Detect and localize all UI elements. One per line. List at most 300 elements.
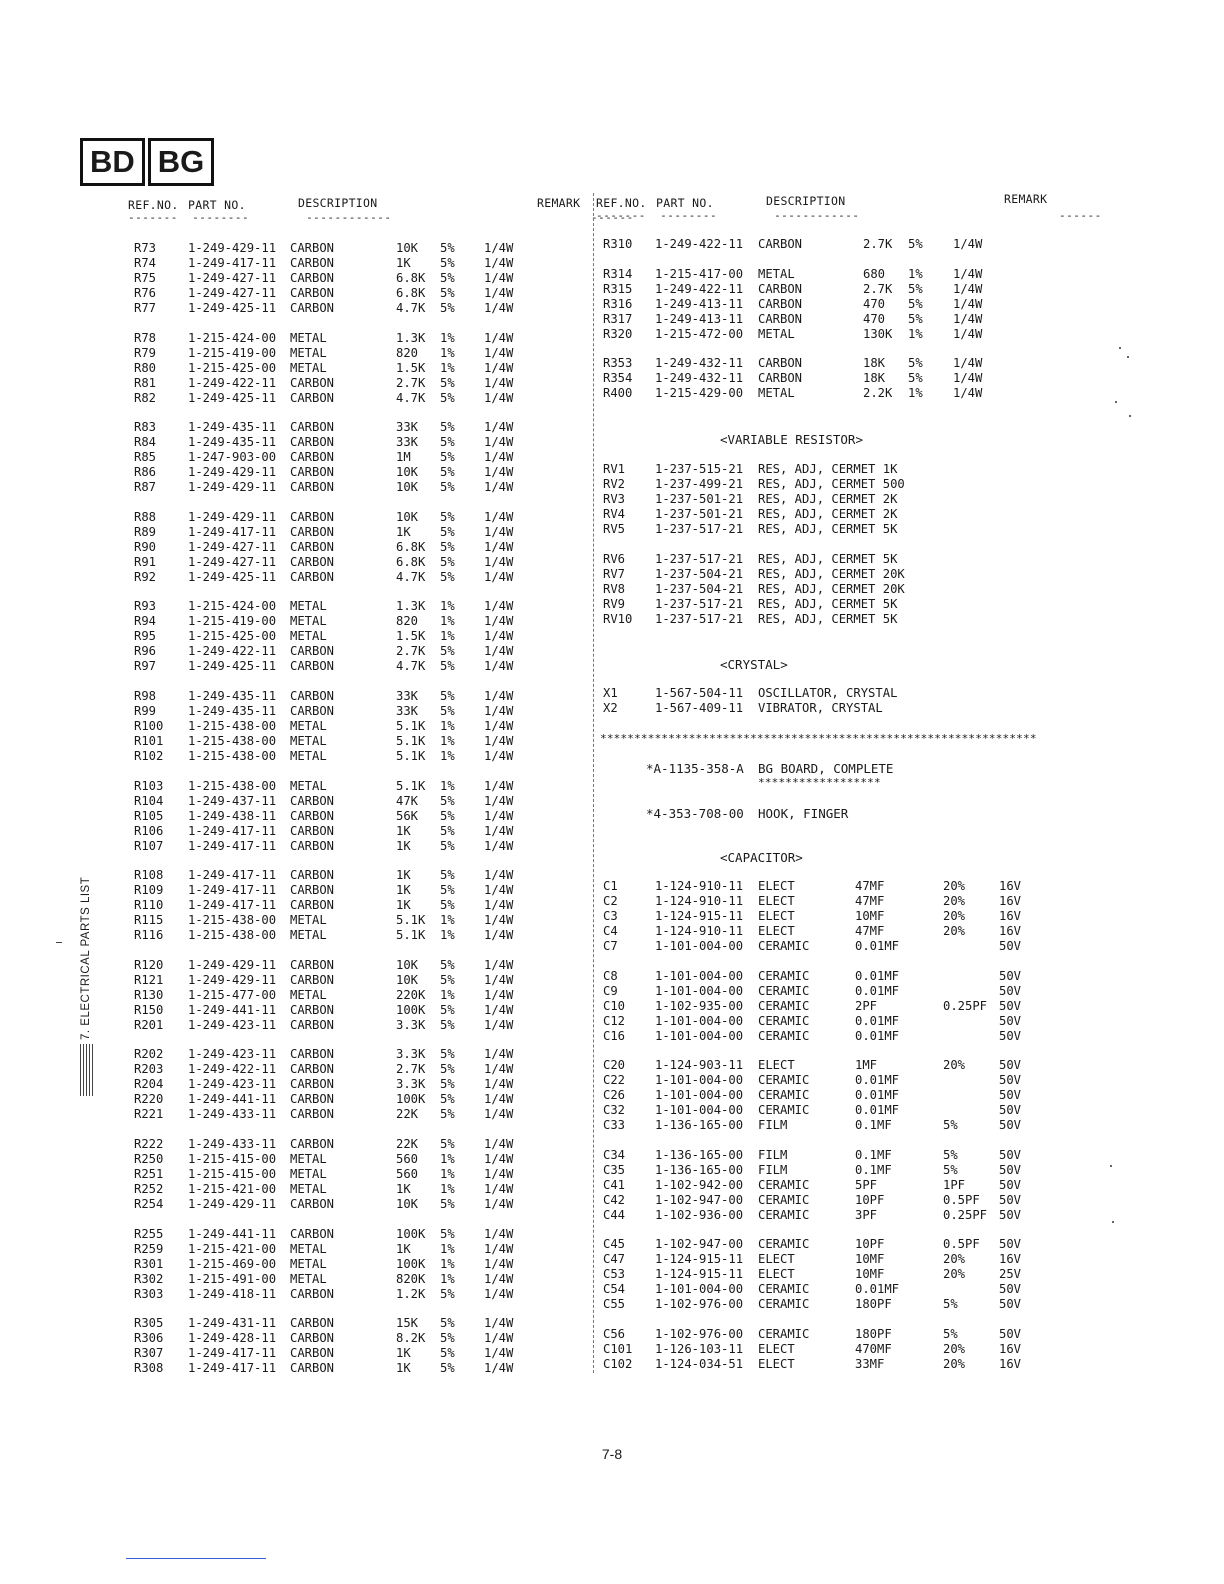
description: CARBON [290,868,335,883]
value: 100K [396,1002,426,1017]
description: CARBON [290,1136,335,1151]
ref-no: R130 [134,987,164,1002]
ref-no: R103 [134,778,164,793]
value: 22K [396,1107,419,1122]
part-no: 1-124-915-11 [655,909,744,923]
tolerance: 5% [440,1316,455,1331]
part-no: 1-124-910-11 [655,879,744,893]
value: 10K [396,972,419,987]
value: 470 [863,296,886,311]
ref-no: R250 [134,1151,164,1166]
part-no: 1-101-004-00 [655,1028,744,1043]
value: 1K [396,1181,411,1196]
part-row [603,1237,1033,1252]
description: METAL [290,748,327,763]
part-row [134,435,534,450]
tolerance: 0.25PF [943,998,988,1013]
rating: 16V [999,924,1022,938]
ref-no: R92 [134,569,157,584]
part-group [603,879,1033,954]
description: CARBON [290,1196,335,1211]
description: ELECT [758,879,795,893]
rating: 1/4W [484,390,514,405]
part-row [134,1167,534,1182]
ref-no: C102 [603,1356,633,1371]
part-row [134,824,534,839]
rating: 25V [999,1267,1022,1282]
ref-no: RV9 [603,596,626,611]
description: CARBON [290,883,335,898]
part-no: 1-249-429-11 [188,972,277,987]
description: RES, ADJ, CERMET 1K [758,462,898,476]
part-row [603,267,1023,282]
tolerance: 5% [440,465,455,480]
description: CARBON [290,808,335,823]
value: 10PF [855,1192,885,1207]
rating: 1/4W [484,1136,514,1151]
part-no: 1-124-910-11 [655,894,744,908]
description: METAL [290,928,327,943]
tolerance: 5% [440,301,455,315]
ref-no: RV5 [603,522,626,536]
value: 10K [396,1196,419,1211]
ref-no: R83 [134,420,157,435]
ref-no: R108 [134,868,164,883]
ref-no: R98 [134,688,157,703]
part-row [134,1003,534,1018]
ref-no: RV1 [603,462,626,476]
value: 22K [396,1136,419,1151]
part-no: 1-102-947-00 [655,1192,744,1207]
ref-no: C45 [603,1237,626,1252]
ref-no: R303 [134,1286,164,1301]
rating: 1/4W [484,793,514,808]
description: CARBON [290,375,335,390]
value: 8.2K [396,1331,426,1346]
part-no: 1-215-421-00 [188,1181,277,1196]
ref-no: R306 [134,1331,164,1346]
description: METAL [290,599,327,614]
part-no: 1-124-915-11 [655,1267,744,1282]
part-group [603,1058,1033,1133]
description: METAL [290,1256,327,1271]
ref-no: C35 [603,1162,626,1177]
part-no: 1-249-413-11 [655,296,744,311]
ref-no: R79 [134,345,157,360]
part-row [603,939,1033,954]
tolerance: 5% [943,1326,958,1341]
part-no: 1-237-517-21 [655,611,744,626]
description: CARBON [290,420,335,435]
part-row [134,1346,534,1361]
ref-no: C2 [603,894,618,908]
part-group [603,969,1033,1044]
rating: 1/4W [484,1166,514,1181]
rating: 1/4W [484,1226,514,1241]
description: CARBON [290,509,335,524]
rating: 1/4W [484,1286,514,1301]
ref-no: R301 [134,1256,164,1271]
tolerance: 5% [440,480,455,495]
part-no: 1-101-004-00 [655,1073,744,1088]
value: 1K [396,898,411,913]
description: METAL [290,330,327,345]
tolerance: 5% [440,838,455,853]
rating: 16V [999,1252,1022,1267]
part-group [134,331,534,406]
rating: 50V [999,1162,1022,1177]
part-row [603,1088,1033,1103]
ref-no: R81 [134,375,157,390]
rating: 1/4W [484,1196,514,1211]
tolerance: 5% [908,356,923,371]
rating: 1/4W [953,386,983,401]
rating: 1/4W [953,281,983,296]
part-no: 1-249-432-11 [655,356,744,371]
description: CERAMIC [758,1192,810,1207]
description: CARBON [290,972,335,987]
tolerance: 5% [440,957,455,972]
value: 2PF [855,998,878,1013]
part-no: 1-249-418-11 [188,1286,277,1301]
part-row [134,898,534,913]
side-label: 7. ELECTRICAL PARTS LIST [80,876,92,1040]
ref-no: R201 [134,1017,164,1032]
part-no: 1-249-429-11 [188,1196,277,1211]
description: CARBON [290,644,335,659]
part-no: 1-136-165-00 [655,1162,744,1177]
part-no: 1-136-165-00 [655,1118,744,1133]
part-no: 1-215-491-00 [188,1271,277,1286]
part-no: 1-249-417-11 [188,838,277,853]
part-no: 1-249-422-11 [188,644,277,659]
part-row [603,492,1023,507]
part-row [134,1197,534,1212]
ref-no: RV7 [603,566,626,581]
tolerance: 5% [440,554,455,569]
ref-no: R101 [134,733,164,748]
part-no: 1-249-433-11 [188,1136,277,1151]
header-part-left: PART NO. [188,198,246,212]
value: 5.1K [396,778,426,793]
part-row [134,555,534,570]
ref-no: R96 [134,644,157,659]
value: 47K [396,793,419,808]
ref-no: R95 [134,629,157,644]
part-group [134,689,534,764]
description: CARBON [290,301,335,315]
part-row [603,522,1023,537]
description: RES, ADJ, CERMET 5K [758,596,898,611]
part-group [603,686,1023,716]
tolerance: 1% [440,330,455,345]
value: 6.8K [396,286,426,300]
tolerance: 5% [440,1047,455,1062]
value: 5PF [855,1177,878,1192]
part-row [134,599,534,614]
ref-no: R99 [134,703,157,718]
description: CARBON [290,688,335,703]
tolerance: 0.5PF [943,1192,980,1207]
part-row [134,704,534,719]
value: 1.3K [396,599,426,614]
ref-no: R204 [134,1077,164,1092]
rating: 1/4W [484,330,514,345]
part-row [603,1267,1033,1282]
description: CERAMIC [758,968,810,983]
description: RES, ADJ, CERMET 5K [758,522,898,536]
part-row [134,570,534,585]
part-row [134,420,534,435]
description: CARBON [290,823,335,838]
part-no: 1-215-429-00 [655,386,744,401]
value: 100K [396,1092,426,1107]
part-row [134,1092,534,1107]
ref-no: R107 [134,838,164,853]
description: ELECT [758,1267,795,1282]
crystal-list [603,686,1023,731]
header-part-right: PART NO. [656,196,714,210]
ref-no: R93 [134,599,157,614]
part-row [134,256,534,271]
rating: 1/4W [484,301,514,315]
rating: 1/4W [484,1256,514,1271]
rating: 1/4W [484,599,514,614]
description: CARBON [290,957,335,972]
tolerance: 5% [440,1286,455,1301]
part-row [603,1327,1033,1342]
board-complete-part: *A-1135-358-A [646,761,744,776]
part-no: 1-237-517-21 [655,522,744,536]
description: METAL [290,733,327,748]
tolerance: 5% [440,286,455,300]
ref-no: RV8 [603,581,626,596]
value: 820 [396,614,419,629]
part-no: 1-101-004-00 [655,983,744,998]
tolerance: 5% [908,296,923,311]
part-no: 1-249-417-11 [188,823,277,838]
description: CERAMIC [758,1028,810,1043]
rating: 1/4W [484,1092,514,1107]
description: CARBON [290,659,335,674]
part-no: 1-215-417-00 [655,266,744,281]
ref-no: C10 [603,998,626,1013]
part-no: 1-124-903-11 [655,1058,744,1073]
tolerance: 0.25PF [943,1207,988,1222]
speck [1119,347,1121,349]
part-no: 1-249-429-11 [188,509,277,524]
part-group [603,356,1023,401]
rating: 50V [999,1297,1022,1312]
rating: 1/4W [484,360,514,375]
value: 10MF [855,909,885,923]
description: CERAMIC [758,1103,810,1118]
part-row [603,686,1023,701]
value: 1.5K [396,629,426,644]
part-no: 1-124-910-11 [655,924,744,938]
tolerance: 5% [943,1118,958,1133]
ref-no: R87 [134,480,157,495]
ref-no: R75 [134,271,157,285]
value: 1K [396,1346,411,1361]
value: 47MF [855,879,885,893]
part-row [134,1107,534,1122]
value: 0.1MF [855,1118,892,1133]
value: 2.7K [396,644,426,659]
part-row [134,271,534,286]
left-parts-list [134,241,534,1391]
rating: 50V [999,1013,1022,1028]
description: FILM [758,1147,788,1162]
tolerance: 1% [440,1181,455,1196]
part-no: 1-249-425-11 [188,390,277,405]
rating: 1/4W [484,748,514,763]
part-row [603,582,1023,597]
value: 0.01MF [855,1028,900,1043]
description: METAL [758,266,795,281]
rating: 1/4W [484,450,514,465]
part-no: 1-567-409-11 [655,701,744,715]
part-group [134,510,534,585]
value: 2.7K [863,237,893,251]
part-no: 1-249-423-11 [188,1047,277,1062]
part-row [134,749,534,764]
description: CERAMIC [758,1326,810,1341]
tolerance: 1% [440,1166,455,1181]
ref-no: C42 [603,1192,626,1207]
part-group [134,1137,534,1212]
tolerance: 1% [440,1271,455,1286]
rating: 1/4W [484,524,514,539]
value: 10MF [855,1252,885,1267]
part-row [134,883,534,898]
value: 0.01MF [855,1073,900,1088]
part-no: 1-102-936-00 [655,1207,744,1222]
ref-no: R94 [134,614,157,629]
page-number: 7-8 [601,1446,623,1462]
rating: 1/4W [484,1346,514,1361]
description: CARBON [758,296,803,311]
description: CARBON [758,356,803,371]
ref-no: R97 [134,659,157,674]
part-row [603,879,1033,894]
rating: 1/4W [484,420,514,435]
description: CARBON [290,1107,335,1122]
ref-no: R254 [134,1196,164,1211]
rating: 1/4W [484,256,514,270]
part-row [603,1058,1033,1073]
part-row [134,241,534,256]
ref-no: X2 [603,701,618,715]
value: 47MF [855,924,885,938]
description: METAL [290,718,327,733]
ref-no: C54 [603,1282,626,1297]
ref-no: C20 [603,1058,626,1073]
part-no: 1-215-438-00 [188,928,277,943]
ref-no: R317 [603,311,633,326]
ref-no: R104 [134,793,164,808]
rating: 1/4W [484,688,514,703]
value: 2.2K [863,386,893,401]
description: CERAMIC [758,998,810,1013]
value: 1M [396,450,411,465]
part-no: 1-249-423-11 [188,1017,277,1032]
part-no: 1-237-501-21 [655,492,744,506]
part-row [603,1252,1033,1267]
rating: 1/4W [484,987,514,1002]
part-row [134,361,534,376]
value: 180PF [855,1326,892,1341]
part-row [134,1316,534,1331]
part-no: 1-237-517-21 [655,551,744,566]
part-row [603,612,1023,627]
ref-no: RV4 [603,507,626,521]
header-remark-right: REMARK [1004,192,1048,206]
tolerance: 5% [908,237,923,251]
ref-no: R310 [603,237,633,251]
part-no: 1-249-427-11 [188,286,277,300]
value: 5.1K [396,913,426,928]
tolerance: 5% [943,1297,958,1312]
description: CARBON [290,1017,335,1032]
part-group [134,1227,534,1302]
tolerance: 1% [440,1151,455,1166]
part-row [134,346,534,361]
description: ELECT [758,1356,795,1371]
part-no: 1-102-976-00 [655,1326,744,1341]
part-no: 1-215-419-00 [188,614,277,629]
value: 1K [396,256,411,270]
tolerance: 1PF [943,1177,966,1192]
rating: 50V [999,1058,1022,1073]
part-row [134,1361,534,1376]
value: 0.01MF [855,968,900,983]
part-no: 1-124-915-11 [655,1252,744,1267]
tolerance: 20% [943,1356,966,1371]
value: 33K [396,435,419,450]
rating: 1/4W [484,718,514,733]
part-row [603,1148,1033,1163]
part-group [603,1237,1033,1312]
ref-no: R316 [603,296,633,311]
ref-no: R78 [134,330,157,345]
part-no: 1-215-438-00 [188,718,277,733]
part-no: 1-249-422-11 [655,237,744,251]
part-row [134,465,534,480]
part-row [603,969,1033,984]
description: CARBON [290,256,335,270]
tolerance: 5% [440,420,455,435]
rating: 16V [999,879,1022,893]
value: 0.01MF [855,1088,900,1103]
value: 3.3K [396,1017,426,1032]
description: ELECT [758,1058,795,1073]
tolerance: 1% [440,748,455,763]
rating: 1/4W [953,237,983,251]
part-row [134,1227,534,1242]
description: METAL [290,629,327,644]
ref-no: C44 [603,1207,626,1222]
ref-no: R120 [134,957,164,972]
ref-no: C9 [603,983,618,998]
ref-no: R305 [134,1316,164,1331]
tolerance: 0.5PF [943,1237,980,1252]
part-no: 1-249-441-11 [188,1092,277,1107]
part-row [603,999,1033,1014]
ref-no: R82 [134,390,157,405]
ref-no: R89 [134,524,157,539]
board-complete-stars: ****************** [758,776,881,789]
